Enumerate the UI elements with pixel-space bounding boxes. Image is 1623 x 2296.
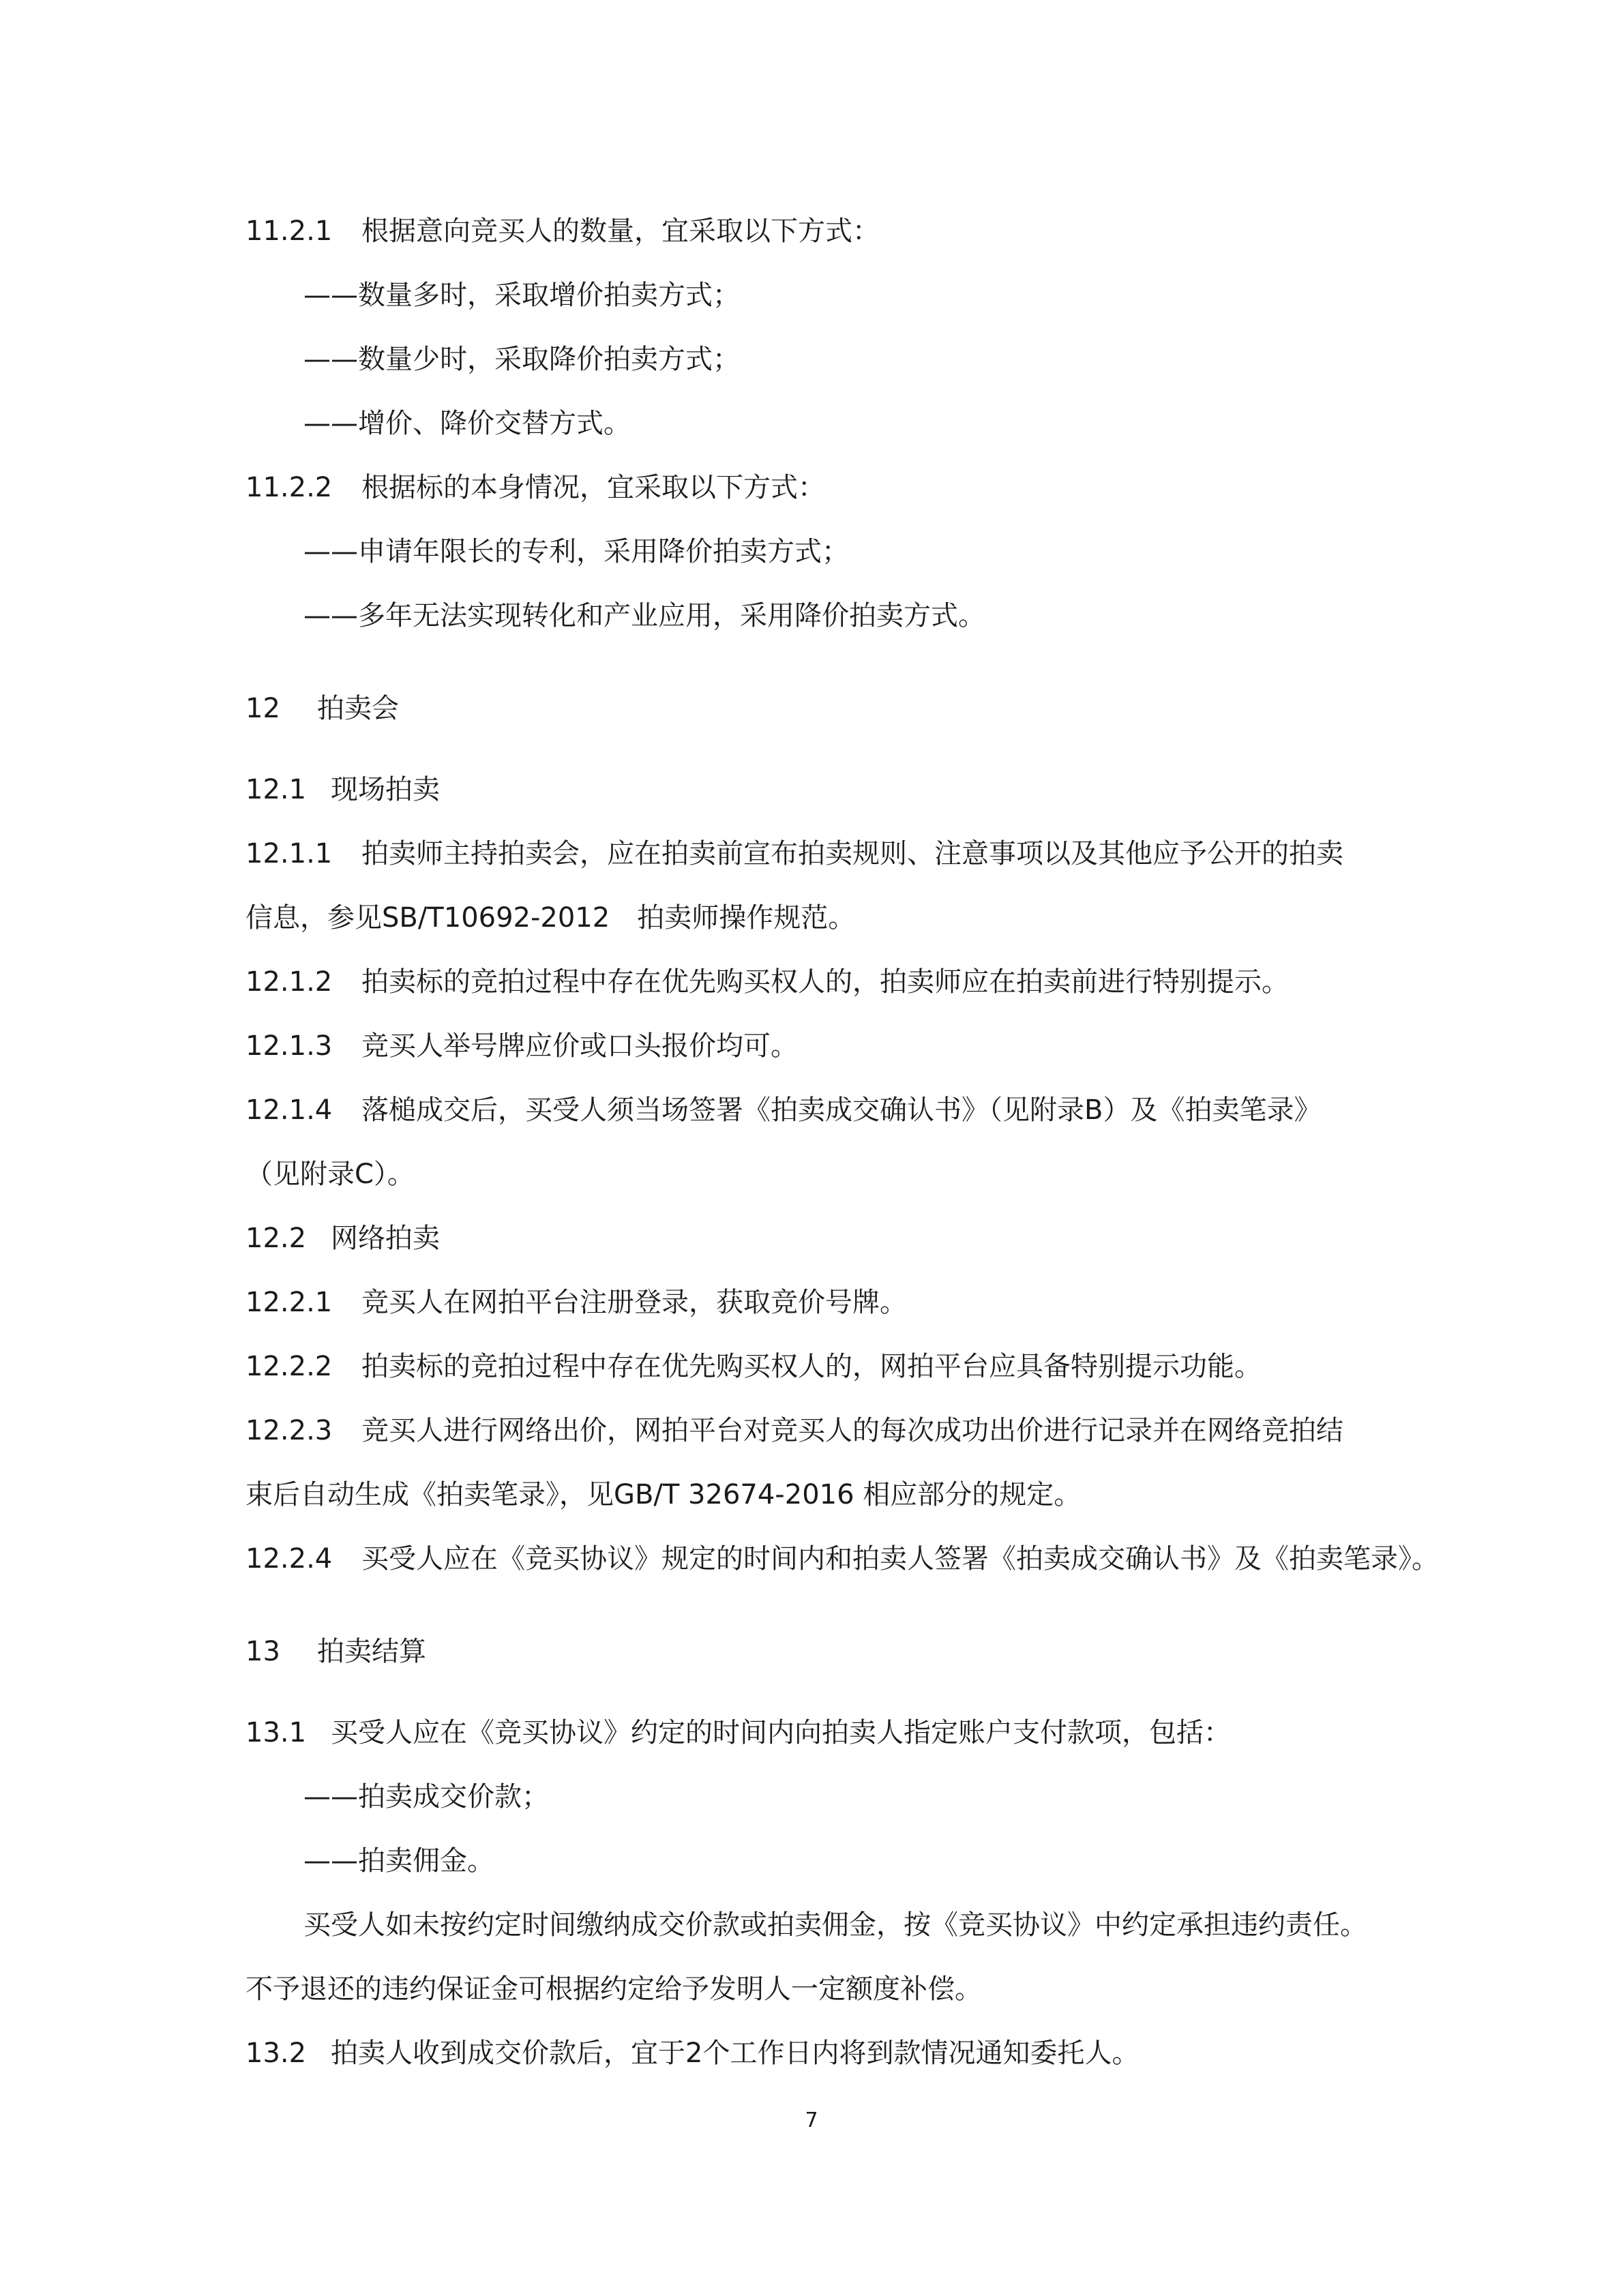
clause-number: 11.2.2 (245, 472, 333, 503)
list-item-text: ——数量多时，采取增价拍卖方式； (303, 280, 740, 311)
clause-12-1-1 (245, 830, 1405, 878)
clause-12-1-3 (245, 1022, 1405, 1070)
subsection-heading-12-1 (245, 766, 1405, 814)
paragraph-continuation (245, 1965, 1405, 2013)
clause-number: 12.1.1 (245, 838, 333, 869)
clause-continuation (245, 894, 1405, 942)
page-number: 7 (805, 2108, 818, 2132)
clause-number: 12.1.4 (245, 1094, 333, 1126)
clause-12-2-1 (245, 1279, 1405, 1326)
list-item-text: ——申请年限长的专利，采用降价拍卖方式； (303, 536, 849, 567)
clause-11-2-2 (245, 464, 1405, 511)
clause-number: 13.1 (245, 1717, 307, 1748)
clause-12-1-4 (245, 1086, 1405, 1134)
subsection-number: 12.2 (245, 1223, 307, 1254)
list-item (303, 1773, 1463, 1821)
list-item-text: ——拍卖佣金。 (303, 1845, 494, 1877)
clause-12-2-2 (245, 1343, 1405, 1390)
list-item (303, 1837, 1463, 1885)
clause-text: 落槌成交后，买受人须当场签署《拍卖成交确认书》（见附录B）及《拍卖笔录》 (361, 1094, 1322, 1126)
clause-text: 根据意向竞买人的数量，宜采取以下方式： (361, 215, 880, 247)
clause-number: 11.2.1 (245, 215, 333, 247)
clause-text: 竞买人在网拍平台注册登录，获取竞价号牌。 (361, 1287, 907, 1318)
clause-text: （见附录C）。 (245, 1159, 415, 1190)
clause-text: 拍卖人收到成交价款后，宜于2个工作日内将到款情况通知委托人。 (331, 2038, 1140, 2069)
clause-text: 买受人应在《竞买协议》约定的时间内向拍卖人指定账户支付款项，包括： (331, 1717, 1231, 1748)
clause-text: 拍卖标的竞拍过程中存在优先购买权人的，网拍平台应具备特别提示功能。 (361, 1351, 1262, 1382)
list-item-text: ——多年无法实现转化和产业应用，采用降价拍卖方式。 (303, 600, 985, 631)
clause-text: 信息，参见SB/T10692-2012 拍卖师操作规范。 (245, 902, 856, 934)
paragraph (303, 1901, 1463, 1949)
clause-13-2 (245, 2029, 1405, 2077)
clause-number: 12.2.4 (245, 1543, 333, 1575)
list-item (303, 528, 1463, 576)
section-heading-12 (245, 685, 1405, 732)
clause-number: 12.1.3 (245, 1030, 333, 1062)
clause-text: 竞买人进行网络出价，网拍平台对竞买人的每次成功出价进行记录并在网络竞拍结 (361, 1415, 1343, 1446)
clause-continuation (245, 1471, 1405, 1519)
clause-text: 拍卖标的竞拍过程中存在优先购买权人的，拍卖师应在拍卖前进行特别提示。 (361, 966, 1289, 998)
clause-text: 拍卖师主持拍卖会，应在拍卖前宣布拍卖规则、注意事项以及其他应予公开的拍卖 (361, 838, 1343, 869)
clause-number: 13.2 (245, 2038, 307, 2069)
clause-text: 根据标的本身情况，宜采取以下方式： (361, 472, 825, 503)
clause-number: 12.1.2 (245, 966, 333, 998)
clause-text: 束后自动生成《拍卖笔录》，见GB/T 32674-2016 相应部分的规定。 (245, 1479, 1082, 1510)
clause-11-2-1 (245, 207, 1405, 255)
section-heading-13 (245, 1628, 1405, 1675)
clause-12-1-2 (245, 958, 1405, 1006)
section-number: 13 (245, 1636, 280, 1667)
subsection-heading-12-2 (245, 1214, 1405, 1262)
subsection-title: 现场拍卖 (331, 774, 440, 805)
clause-12-2-4 (245, 1535, 1439, 1583)
clause-13-1 (245, 1709, 1405, 1757)
clause-number: 12.2.2 (245, 1351, 333, 1382)
list-item-text: ——增价、降价交替方式。 (303, 408, 631, 439)
subsection-title: 网络拍卖 (331, 1223, 440, 1254)
list-item (303, 271, 1463, 319)
section-title: 拍卖会 (317, 693, 399, 724)
list-item-text: ——拍卖成交价款； (303, 1781, 549, 1813)
clause-number: 12.2.1 (245, 1287, 333, 1318)
list-item-text: ——数量少时，采取降价拍卖方式； (303, 344, 740, 375)
clause-continuation (245, 1150, 1405, 1198)
paragraph-text: 不予退还的违约保证金可根据约定给予发明人一定额度补偿。 (245, 1973, 982, 2005)
clause-text: 买受人应在《竞买协议》规定的时间内和拍卖人签署《拍卖成交确认书》及《拍卖笔录》。 (361, 1543, 1439, 1575)
clause-number: 12.2.3 (245, 1415, 333, 1446)
list-item (303, 336, 1463, 383)
section-number: 12 (245, 693, 280, 724)
clause-text: 竞买人举号牌应价或口头报价均可。 (361, 1030, 798, 1062)
section-title: 拍卖结算 (317, 1636, 426, 1667)
clause-12-2-3 (245, 1407, 1405, 1455)
paragraph-text: 买受人如未按约定时间缴纳成交价款或拍卖佣金，按《竞买协议》中约定承担违约责任。 (303, 1909, 1367, 1941)
list-item (303, 592, 1463, 640)
subsection-number: 12.1 (245, 774, 307, 805)
list-item (303, 400, 1463, 447)
